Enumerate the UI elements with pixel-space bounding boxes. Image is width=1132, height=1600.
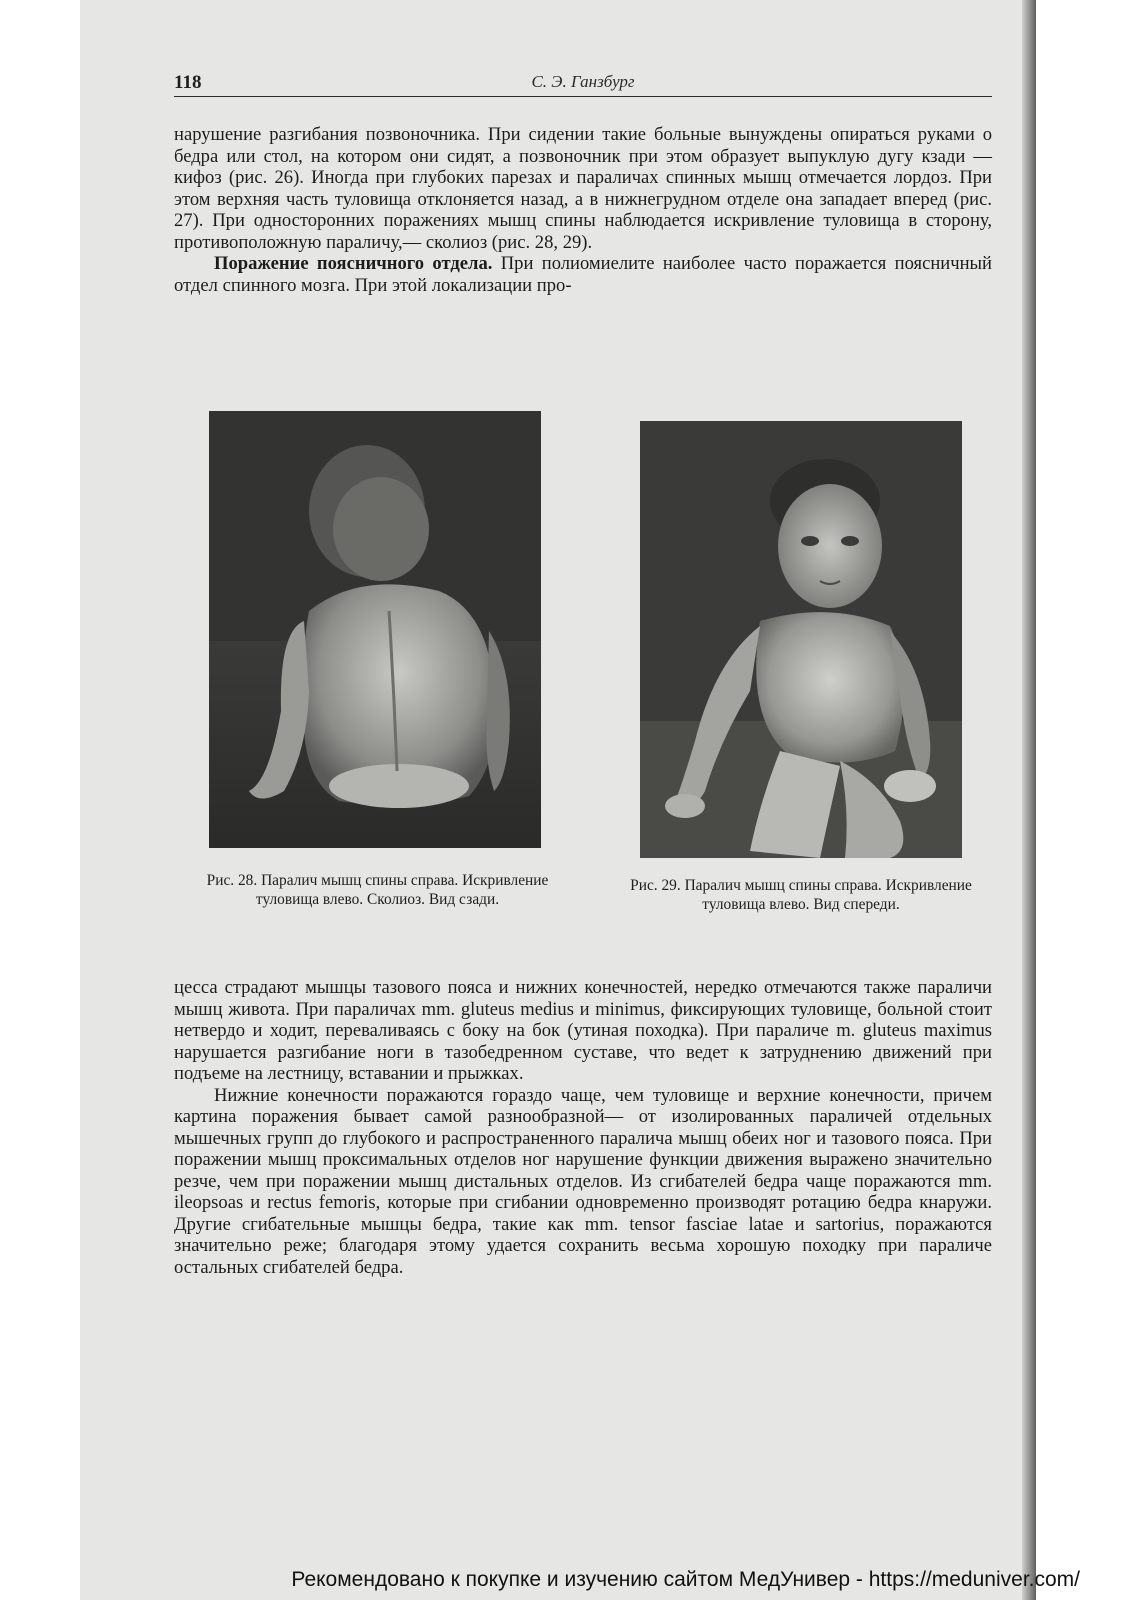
- figure-28-caption: Рис. 28. Паралич мышц спины справа. Искривление туловища влево. Сколиоз. Вид сзади.: [206, 872, 549, 908]
- page-edge: [1022, 0, 1036, 1600]
- figure-29-caption: Рис. 29. Паралич мышц спины справа. Искривление туловища влево. Вид спереди.: [630, 877, 972, 913]
- running-head: С. Э. Ганзбург: [531, 72, 635, 91]
- watermark-link[interactable]: Рекомендовано к покупке и изучению сайтом МедУнивер - https://meduniver.com/: [291, 1568, 1080, 1591]
- section-text: При полиомиелите наиболее часто поражается поясничный отдел спинного мозга. При этой локализации про-: [174, 253, 992, 296]
- section-paragraph: [174, 253, 992, 296]
- bottom-text-block: [174, 977, 992, 1278]
- paragraph-bottom-1: цесса страдают мышцы тазового пояса и нижних конечностей, нередко отмечаются также параличи мышц живота. При параличах mm. gluteus medius и minimus, фиксирующих туловище, больной стоит нетвердо и ходит, переваливаясь с боку на бок (утиная походка). При параличе m. gluteus maximus нарушается разгибание ноги в тазобедренном суставе, что ведет к затруднению движений при подъеме на лестницу, вставании и прыжках.: [174, 977, 992, 1084]
- figure-29-photo: [640, 421, 962, 858]
- paragraph-bottom-2: Нижние конечности поражаются гораздо чаще, чем туловище и верхние конечности, причем картина поражения бывает самой разнообразной— от изолированных параличей отдельных мышечных групп до глубокого и распространенного паралича мышц обеих ног и тазового пояса. При поражении мышц проксимальных отделов ног нарушение функции движения выражено значительно резче, чем при поражении мышц дистальных отделов. Из сгибателей бедра чаще поражаются mm. ileopsoas и rectus femoris, которые при сгибании одновременно производят ротацию бедра кнаружи. Другие сгибательные мышцы бедра, такие как mm. tensor fasciae latae и sartorius, поражаются значительно реже; благодаря этому удается сохранить весьма хорошую походку при параличе остальных сгибателей бедра.: [174, 1084, 993, 1278]
- top-text-block: [174, 124, 992, 296]
- figure-28-photo: [209, 411, 541, 848]
- paragraph-top-1: нарушение разгибания позвоночника. При сидении такие больные вынуждены опираться руками о бедра или стол, на котором они сидят, а позвоночник при этом образует выпуклую дугу кзади — кифоз (рис. 26). Иногда при глубоких парезах и параличах спинных мышц отмечается лордоз. При этом верхняя часть туловища отклоняется назад, а в нижнегрудном отделе она западает вперед (рис. 27). При односторонних поражениях мышц спины наблюдается искривление туловища в сторону, противоположную параличу,— сколиоз (рис. 28, 29).: [174, 124, 992, 253]
- section-heading: Поражение поясничного отдела.: [214, 253, 493, 274]
- page-number: 118: [174, 72, 202, 93]
- page-header: [174, 70, 992, 97]
